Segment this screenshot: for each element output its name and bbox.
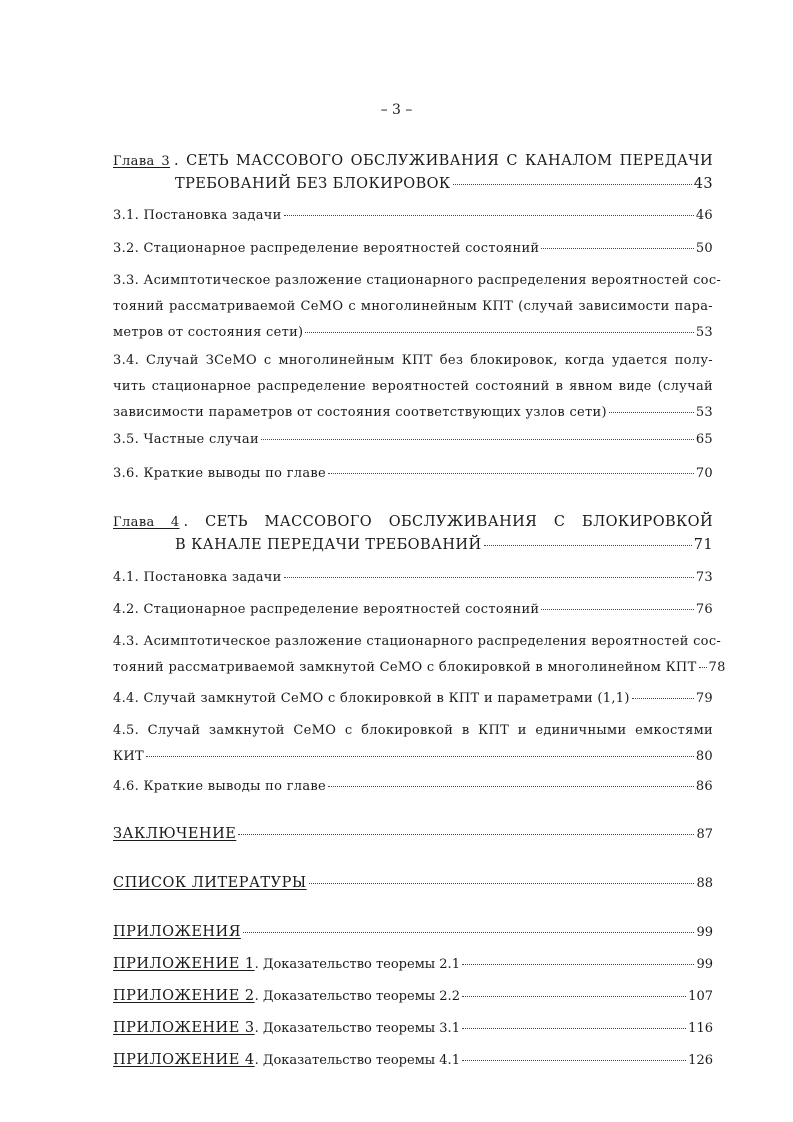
- chapter-3-title-line1: СЕТЬ МАССОВОГО ОБСЛУЖИВАНИЯ С КАНАЛОМ ПЕРЕДАЧИ: [186, 153, 713, 169]
- dot-leader: [541, 609, 693, 610]
- dot-leader: [305, 332, 693, 333]
- chapter-3-title-line2: ТРЕБОВАНИЙ БЕЗ БЛОКИРОВОК: [175, 176, 451, 192]
- appendix-text: . Доказательство теоремы 3.1: [254, 1021, 460, 1036]
- toc-appendices: [113, 924, 713, 940]
- toc-entry-text: тояний рассматриваемой замкнутой СеМО с блокировкой в многолинейном КПТ: [113, 660, 697, 675]
- appendix-label: ПРИЛОЖЕНИЕ 3: [113, 1020, 255, 1036]
- toc-entry-page: 50: [695, 241, 713, 256]
- conclusion-page: 87: [696, 827, 713, 842]
- toc-entry-text: 3.5. Частные случаи: [113, 432, 259, 447]
- toc-entry-4-1: [113, 570, 713, 585]
- dot-leader: [541, 248, 693, 249]
- dot-leader: [146, 756, 694, 757]
- toc-entry-page: 65: [695, 432, 713, 447]
- toc-entry-page: 79: [695, 691, 713, 706]
- dot-leader: [284, 215, 694, 216]
- appendix-text: . Доказательство теоремы 4.1: [254, 1053, 460, 1068]
- appendix-label: ПРИЛОЖЕНИЕ 2: [113, 988, 255, 1004]
- page-number: – 3 –: [380, 102, 413, 118]
- toc-entry-text: 3.6. Краткие выводы по главе: [113, 466, 327, 481]
- conclusion-title: ЗАКЛЮЧЕНИЕ: [113, 826, 237, 842]
- toc-entry-3-3: [113, 268, 722, 346]
- toc-entry-3-2: [113, 241, 713, 256]
- dot-leader: [284, 577, 694, 578]
- appendix-page: 116: [688, 1021, 713, 1036]
- references-title: СПИСОК ЛИТЕРАТУРЫ: [113, 875, 307, 891]
- toc-conclusion: [113, 826, 713, 842]
- toc-entry-3-5: [113, 432, 713, 447]
- dot-leader: [462, 964, 694, 965]
- toc-references: [113, 875, 713, 891]
- toc-entry-text: 4.2. Стационарное распределение вероятностей состояний: [113, 602, 540, 617]
- chapter-4-title-line2: В КАНАЛЕ ПЕРЕДАЧИ ТРЕБОВАНИЙ: [175, 537, 482, 553]
- toc-entry-line: чить стационарное распределение вероятностей состояний в явном виде (случай: [113, 379, 713, 394]
- dot-leader: [462, 1028, 686, 1029]
- appendix-page: 107: [688, 989, 713, 1004]
- dot-leader: [609, 412, 694, 413]
- dot-leader: [484, 545, 692, 546]
- toc-appendix-1: [113, 956, 713, 972]
- dot-leader: [309, 883, 695, 884]
- appendix-page: 99: [696, 957, 713, 972]
- references-page: 88: [696, 876, 713, 891]
- toc-entry-text: 3.1. Постановка задачи: [113, 208, 282, 223]
- chapter-3-heading: Глава 3 . СЕТЬ МАССОВОГО ОБСЛУЖИВАНИЯ С КАНАЛОМ ПЕРЕДАЧИ ТРЕБОВАНИЙ БЕЗ БЛОКИРОВОК 43: [113, 150, 713, 195]
- toc-appendix-2: [113, 988, 713, 1004]
- dot-leader: [243, 932, 695, 933]
- toc-entry-line: 3.4. Случай ЗСеМО с многолинейным КПТ без блокировок, когда удается полу-: [113, 353, 713, 368]
- toc-entry-4-4: [113, 691, 713, 706]
- dot-leader: [453, 184, 692, 185]
- toc-entry-page: 86: [695, 779, 713, 794]
- chapter-4-heading: Глава 4 . СЕТЬ МАССОВОГО ОБСЛУЖИВАНИЯ С БЛОКИРОВКОЙ В КАНАЛЕ ПЕРЕДАЧИ ТРЕБОВАНИЙ 71: [113, 511, 713, 556]
- toc-entry-text: 4.1. Постановка задачи: [113, 570, 282, 585]
- toc-entry-page: 53: [695, 405, 713, 420]
- toc-entry-line: 4.5. Случай замкнутой СеМО с блокировкой в КПТ и единичными емкостями: [113, 723, 713, 738]
- toc-entry-4-3: [113, 629, 726, 681]
- toc-entry-text: метров от состояния сети): [113, 325, 304, 340]
- dot-leader: [328, 473, 694, 474]
- dot-leader: [632, 698, 694, 699]
- toc-entry-text: 3.2. Стационарное распределение вероятностей состояний: [113, 241, 540, 256]
- appendix-page: 126: [688, 1053, 713, 1068]
- appendices-page: 99: [696, 925, 713, 940]
- toc-entry-page: 70: [695, 466, 713, 481]
- dot-leader: [462, 996, 686, 997]
- toc-entry-4-5: [113, 718, 713, 770]
- appendix-label: ПРИЛОЖЕНИЕ 4: [113, 1052, 255, 1068]
- dot-leader: [328, 786, 694, 787]
- toc-entry-4-2: [113, 602, 713, 617]
- appendix-label: ПРИЛОЖЕНИЕ 1: [113, 956, 255, 972]
- dot-leader: [238, 834, 694, 835]
- toc-entry-text: зависимости параметров от состояния соответствующих узлов сети): [113, 405, 607, 420]
- toc-entry-3-1: [113, 208, 713, 223]
- toc-entry-text: 4.6. Краткие выводы по главе: [113, 779, 327, 794]
- toc-entry-3-4: [113, 348, 713, 426]
- toc-entry-4-6: [113, 779, 713, 794]
- toc-entry-line: 4.3. Асимптотическое разложение стационарного распределения вероятностей сос-: [113, 634, 722, 649]
- toc-entry-text: КИТ: [113, 749, 144, 764]
- toc-entry-3-6: [113, 466, 713, 481]
- appendix-text: . Доказательство теоремы 2.1: [254, 957, 460, 972]
- chapter-4-label: Глава 4: [113, 515, 180, 530]
- chapter-4-page: 71: [693, 537, 713, 553]
- toc-appendix-3: [113, 1020, 713, 1036]
- toc-entry-page: 53: [695, 325, 713, 340]
- chapter-4-title-line1: СЕТЬ МАССОВОГО ОБСЛУЖИВАНИЯ С БЛОКИРОВКОЙ: [205, 514, 714, 530]
- dot-leader: [462, 1060, 686, 1061]
- appendices-title: ПРИЛОЖЕНИЯ: [113, 924, 241, 940]
- toc-entry-page: 78: [708, 660, 726, 675]
- dot-leader: [261, 439, 694, 440]
- dot-leader: [699, 667, 707, 668]
- toc-entry-page: 76: [695, 602, 713, 617]
- toc-entry-line: тояний рассматриваемой СеМО с многолинейным КПТ (случай зависимости пара-: [113, 299, 713, 314]
- toc-entry-page: 46: [695, 208, 713, 223]
- toc-appendix-4: [113, 1052, 713, 1068]
- appendix-text: . Доказательство теоремы 2.2: [254, 989, 460, 1004]
- chapter-3-label: Глава 3: [113, 154, 171, 169]
- toc-entry-page: 73: [695, 570, 713, 585]
- chapter-3-page: 43: [693, 176, 713, 192]
- toc-entry-page: 80: [695, 749, 713, 764]
- toc-entry-line: 3.3. Асимптотическое разложение стационарного распределения вероятностей сос-: [113, 273, 722, 288]
- toc-entry-text: 4.4. Случай замкнутой СеМО с блокировкой в КПТ и параметрами (1,1): [113, 691, 630, 706]
